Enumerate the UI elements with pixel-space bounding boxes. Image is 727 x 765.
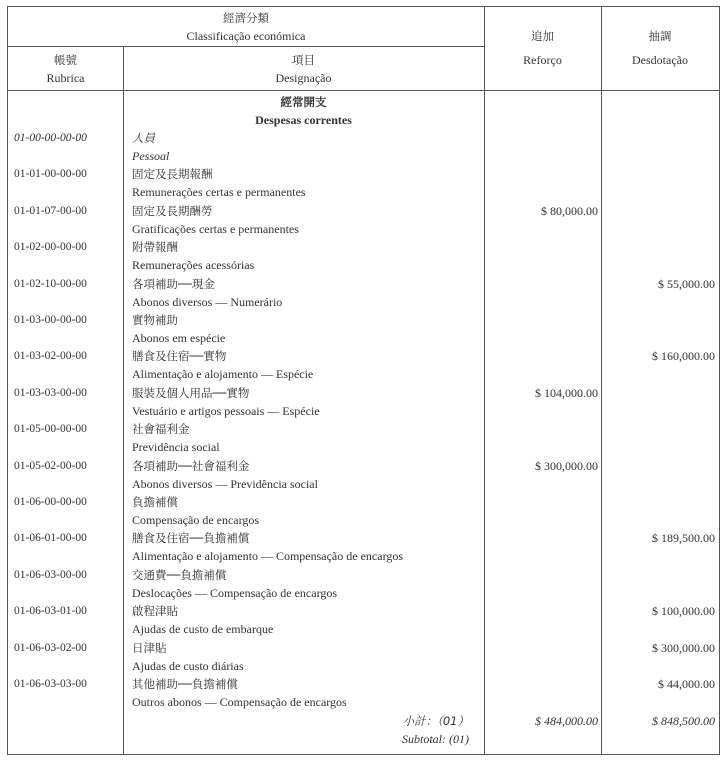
row-reforco-amount: $ 300,000.00 [535, 459, 598, 473]
header-rubric-pt: Rubrica [46, 71, 85, 85]
row-designation-zh: 服裝及個人用品──實物 [132, 386, 250, 400]
row-designation-zh: 其他補助──負擔補償 [132, 677, 238, 691]
row-designation-zh: 日津貼 [132, 641, 167, 655]
subtotal-label-zh: 小計：（01） [402, 714, 469, 728]
row-designation-zh: 各項補助──社會福利金 [132, 459, 250, 473]
header-classification-pt: Classificação económica [186, 29, 306, 43]
row-designation-zh: 人員 [132, 131, 155, 145]
row-designation-pt: Previdência social [132, 440, 220, 454]
subtotal-desdotacao: $ 848,500.00 [652, 714, 715, 728]
row-code: 01-06-01-00-00 [14, 532, 87, 544]
row-designation-pt: Abonos em espécie [132, 331, 226, 345]
header-designation-zh: 項目 [292, 53, 315, 67]
row-desdotacao-amount: $ 55,000.00 [658, 277, 715, 291]
header-reforco-pt: Reforço [523, 53, 562, 67]
row-reforco-amount: $ 80,000.00 [541, 204, 598, 218]
header-bottom-border [8, 90, 719, 91]
row-code: 01-00-00-00-00 [14, 132, 87, 144]
row-desdotacao-amount: $ 300,000.00 [652, 641, 715, 655]
column-divider-designation [484, 7, 485, 754]
row-designation-zh: 附帶報酬 [132, 240, 178, 254]
row-desdotacao-amount: $ 100,000.00 [652, 604, 715, 618]
row-code: 01-03-02-00-00 [14, 350, 87, 362]
row-designation-zh: 固定及長期酬勞 [132, 204, 213, 218]
row-code: 01-01-00-00-00 [14, 168, 87, 180]
row-code: 01-06-03-03-00 [14, 678, 87, 690]
row-designation-zh: 實物補助 [132, 313, 178, 327]
header-subdivider [8, 46, 484, 47]
row-designation-pt: Ajudas de custo de embarque [132, 622, 274, 636]
row-desdotacao-amount: $ 160,000.00 [652, 349, 715, 363]
row-designation-pt: Outros abonos — Compensação de encargos [132, 695, 347, 709]
row-designation-zh: 各項補助──現金 [132, 277, 215, 291]
row-code: 01-06-03-00-00 [14, 569, 87, 581]
row-designation-pt: Alimentação e alojamento — Compensação de encargos [132, 549, 404, 563]
section-title-pt: Despesas correntes [255, 113, 352, 127]
row-designation-pt: Compensação de encargos [132, 513, 260, 527]
header-desdotacao-zh: 抽調 [648, 29, 672, 43]
header-reforco-zh: 追加 [531, 29, 554, 43]
header-desdotacao-pt: Desdotação [632, 53, 688, 67]
row-desdotacao-amount: $ 189,500.00 [652, 531, 715, 545]
row-code: 01-05-00-00-00 [14, 423, 87, 435]
row-code: 01-06-00-00-00 [14, 496, 87, 508]
row-designation-zh: 膳食及住宿──實物 [132, 349, 227, 363]
budget-table [7, 6, 720, 755]
row-code: 01-03-03-00-00 [14, 387, 87, 399]
row-designation-pt: Vestuário e artigos pessoais — Espécie [132, 404, 320, 418]
row-designation-zh: 啟程津貼 [132, 604, 178, 618]
section-title-zh: 經常開支 [280, 95, 327, 109]
subtotal-reforco: $ 484,000.00 [535, 714, 598, 728]
row-designation-pt: Alimentação e alojamento — Espécie [132, 367, 314, 381]
row-designation-zh: 固定及長期報酬 [132, 167, 213, 181]
row-designation-pt: Remunerações certas e permanentes [132, 185, 306, 199]
row-designation-pt: Abonos diversos — Previdência social [132, 477, 318, 491]
row-code: 01-03-00-00-00 [14, 314, 87, 326]
row-code: 01-05-02-00-00 [14, 460, 87, 472]
row-code: 01-06-03-01-00 [14, 605, 87, 617]
row-code: 01-01-07-00-00 [14, 205, 87, 217]
row-designation-pt: Abonos diversos — Numerário [132, 295, 283, 309]
subtotal-label-pt: Subtotal: (01) [402, 732, 469, 746]
row-designation-pt: Remunerações acessórias [132, 258, 255, 272]
row-designation-pt: Deslocações — Compensação de encargos [132, 586, 338, 600]
row-reforco-amount: $ 104,000.00 [535, 386, 598, 400]
row-desdotacao-amount: $ 44,000.00 [658, 677, 715, 691]
row-code: 01-06-03-02-00 [14, 642, 87, 654]
row-designation-zh: 負擔補償 [132, 495, 178, 509]
header-designation-pt: Designação [275, 71, 332, 85]
row-designation-pt: Pessoal [132, 149, 170, 163]
row-designation-zh: 社會福利金 [132, 422, 190, 436]
row-designation-zh: 交通費──負擔補償 [132, 568, 227, 582]
row-designation-zh: 膳食及住宿──負擔補償 [132, 531, 250, 545]
row-designation-pt: Gratificações certas e permanentes [132, 222, 299, 236]
row-code: 01-02-00-00-00 [14, 241, 87, 253]
row-code: 01-02-10-00-00 [14, 278, 87, 290]
header-rubric-zh: 帳號 [54, 53, 77, 67]
row-designation-pt: Ajudas de custo diárias [132, 659, 244, 673]
header-classification-zh: 經濟分類 [223, 11, 269, 25]
column-divider-rubric [123, 47, 124, 754]
